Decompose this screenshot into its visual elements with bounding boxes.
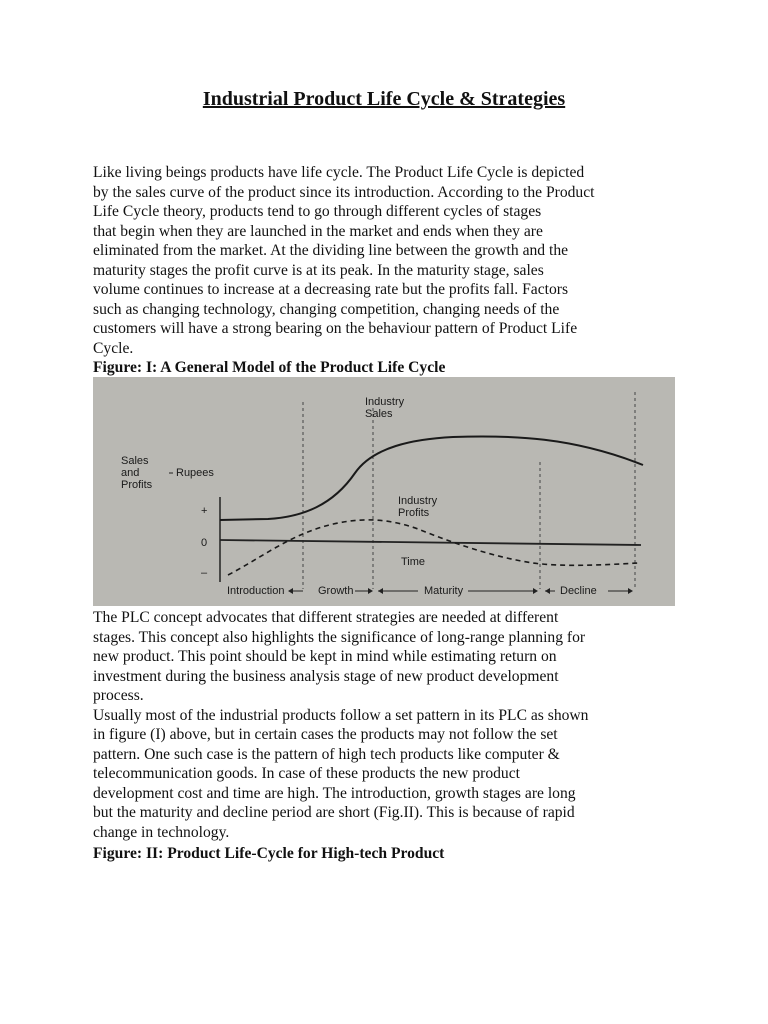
- arrow-decline-left-head: [545, 588, 550, 594]
- arrow-growth-right-head: [368, 588, 373, 594]
- industry-profits-curve: [228, 520, 638, 575]
- industry-sales-label: Industry Sales: [365, 396, 405, 420]
- page-title: Industrial Product Life Cycle & Strategies: [202, 88, 566, 110]
- plus-sign-label: +: [201, 505, 208, 517]
- stage-growth-label: Growth: [318, 585, 354, 597]
- y-axis-label: Sales and Profits: [121, 455, 153, 491]
- plc-figure: [93, 377, 675, 606]
- zero-label: 0: [201, 537, 208, 549]
- stage-decline-label: Decline: [560, 585, 597, 597]
- rupees-label: Rupees: [176, 467, 214, 479]
- arrow-maturity-right-head: [533, 588, 538, 594]
- stage-maturity-label: Maturity: [424, 585, 464, 597]
- stage-introduction-label: Introduction: [227, 585, 285, 597]
- figure-2-caption: Figure: II: Product Life-Cycle for High-tech Product: [93, 845, 445, 862]
- time-label: Time: [401, 556, 426, 568]
- industry-profits-label: Industry Profits: [398, 495, 438, 519]
- arrow-growth-left-head: [288, 588, 293, 594]
- minus-sign-label: –: [201, 567, 208, 579]
- arrow-decline-right-head: [628, 588, 633, 594]
- arrow-maturity-left-head: [378, 588, 383, 594]
- intro-paragraph: Like living beings products have life cycle. The Product Life Cycle is depicted by the sales curve of the product since its introduction. According to the Product Life Cycle theory, products tend to go through different cycles of stages that begin when they are launched in the market and ends when they are eliminated from the market. At the dividing line between the growth and the maturity stages the profit curve is at its peak. In the maturity stage, sales volume continues to increase at a decreasing rate but the profits fall. Factors such as changing technology, changing competition, changing needs of the customers will have a strong bearing on the behaviour pattern of Product Life Cycle.: [93, 164, 595, 357]
- strategy-paragraph: The PLC concept advocates that different strategies are needed at different stages. This concept also highlights the significance of long-range planning for new product. This point should be kept in mind while estimating return on investment during the business analysis stage of new product development process. Usually most of the industrial products follow a set pattern in its PLC as shown in figure (I) above, but in certain cases the products may not follow the set pattern. One such case is the pattern of high tech products like computer & telecommunication goods. In case of these products the new product development cost and time are high. The introduction, growth stages are long but the maturity and decline period are short (Fig.II). This is because of rapid change in technology.: [93, 609, 589, 841]
- figure-1-caption: Figure: I: A General Model of the Product Life Cycle: [93, 359, 446, 376]
